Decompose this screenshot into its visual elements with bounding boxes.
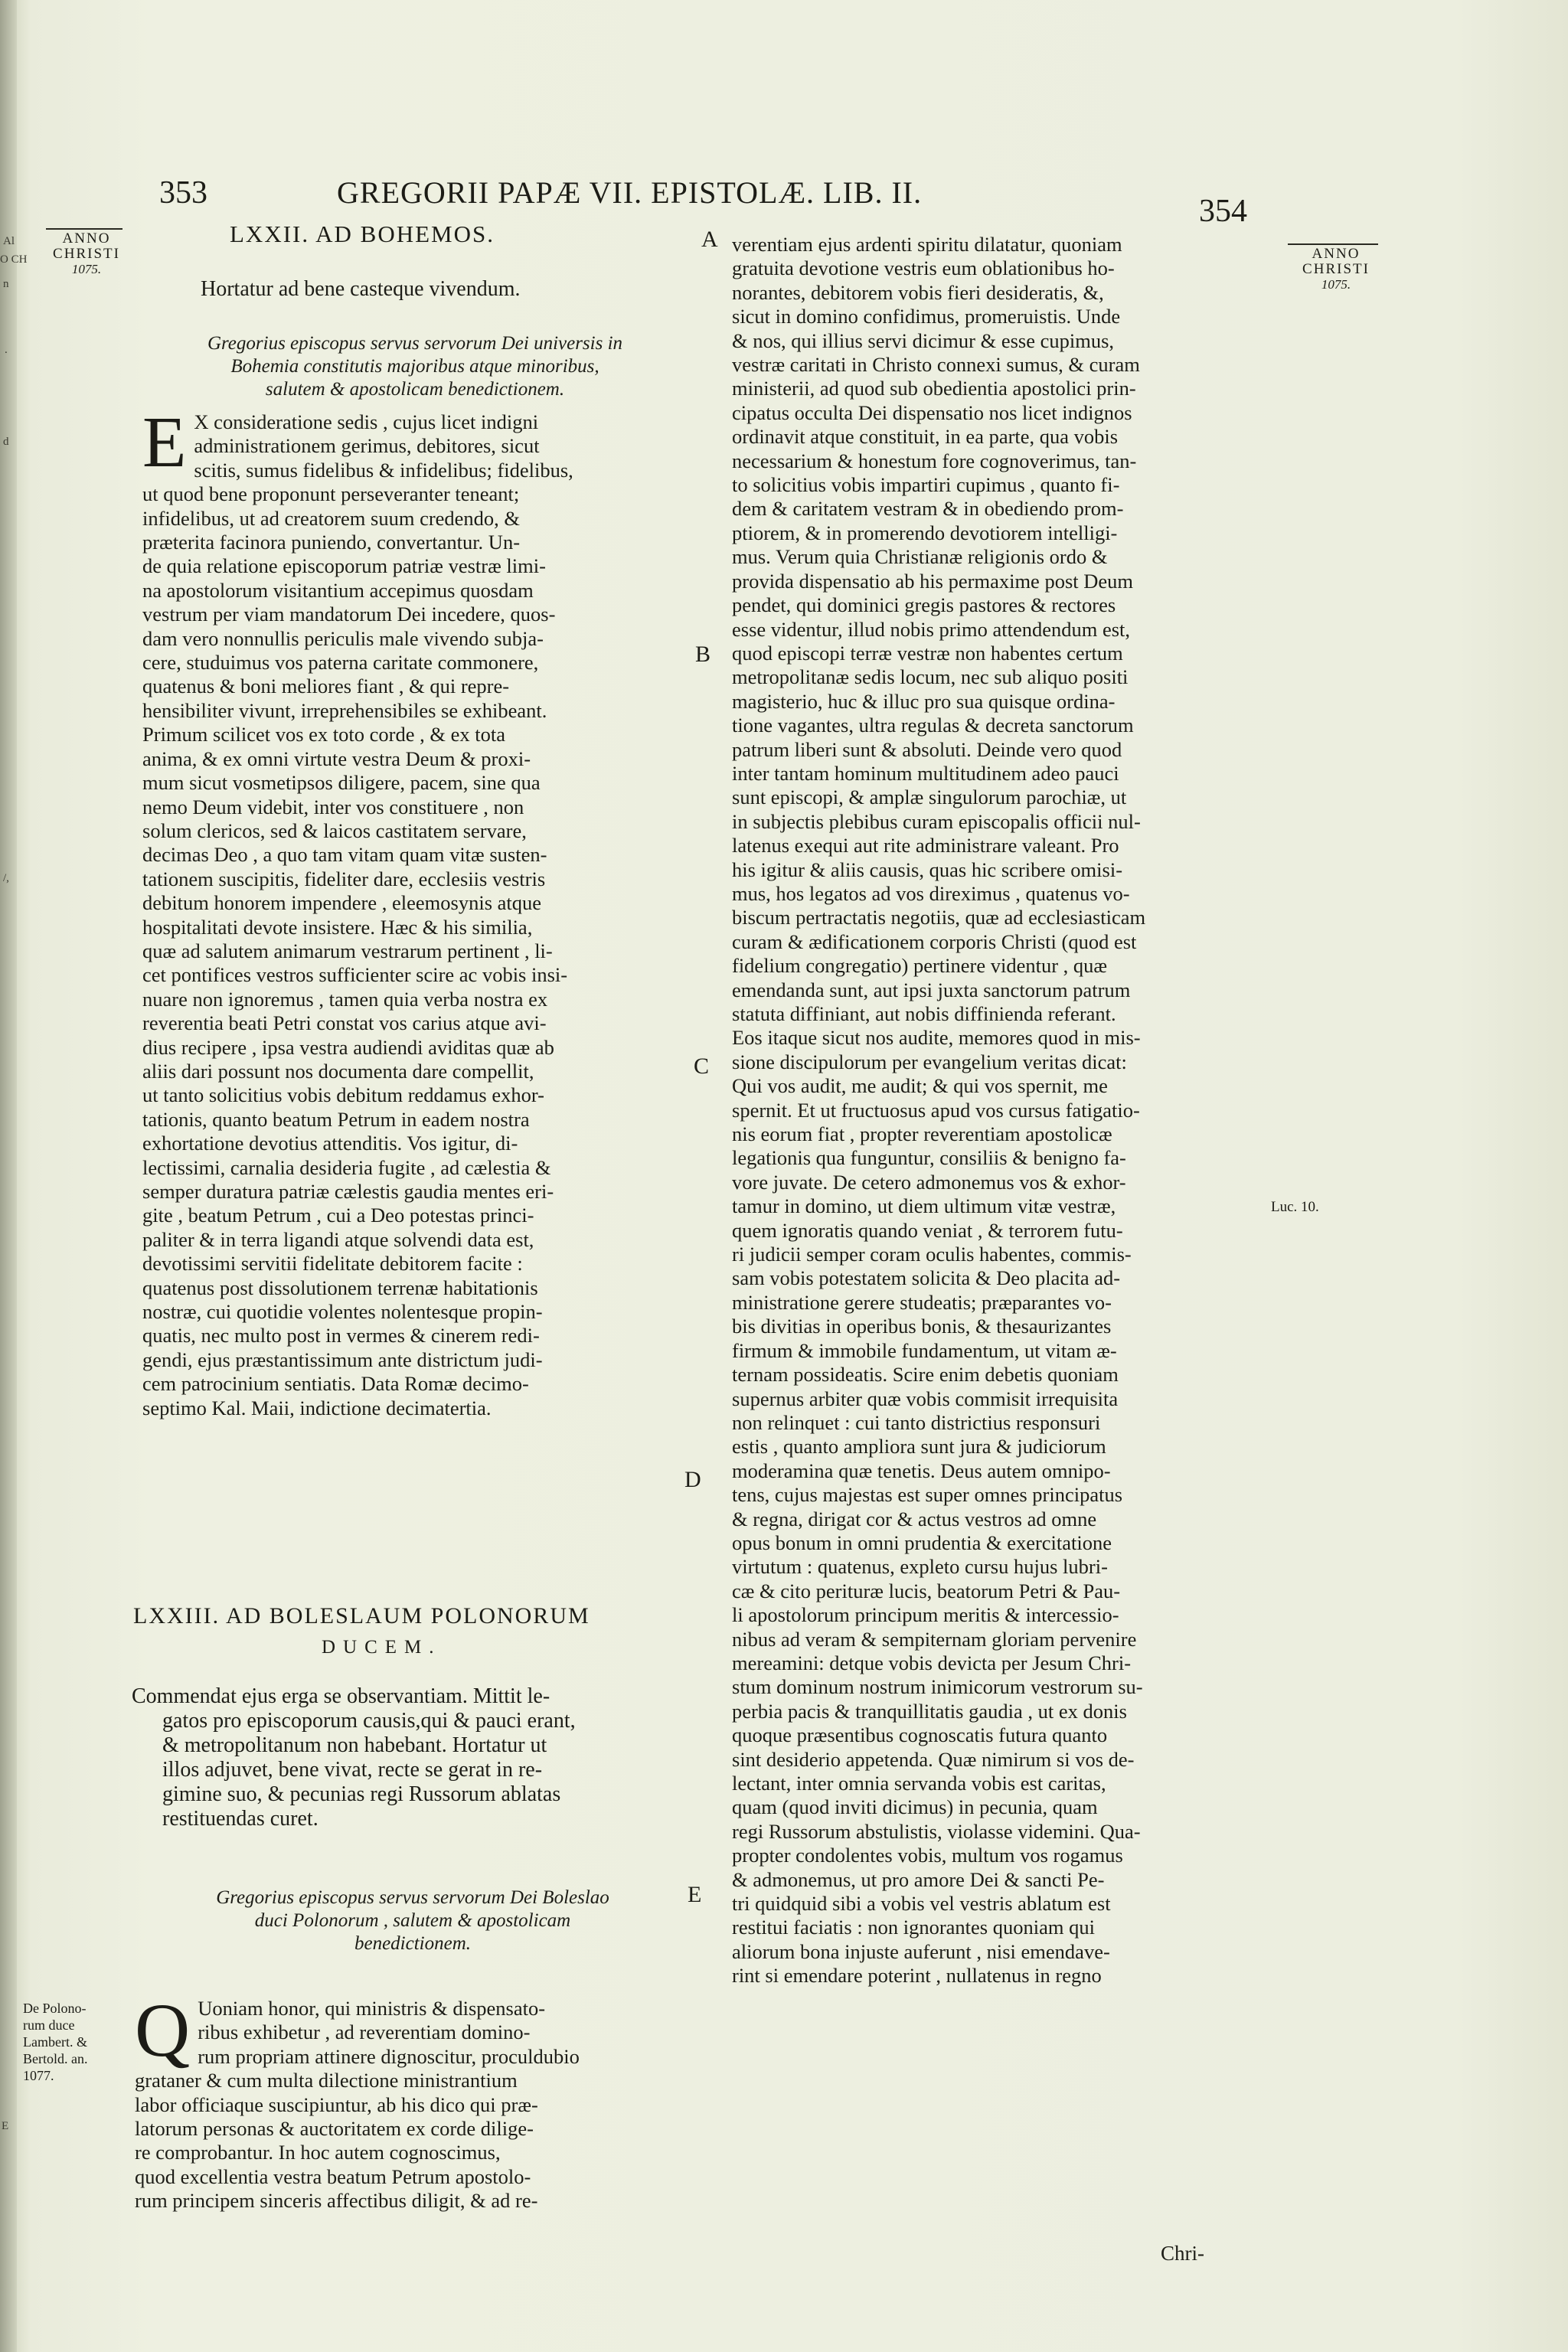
- page-number-right: 354: [1199, 194, 1247, 229]
- letter-72-heading: LXXII. AD BOHEMOS.: [230, 220, 495, 247]
- text-line: his igitur & aliis causis, quas hic scribere omisi-: [732, 858, 1123, 881]
- drop-cap: E: [142, 403, 187, 482]
- letter-72-salutation: [147, 332, 683, 401]
- page-number-left: 353: [159, 175, 207, 211]
- text-line: firmum & immobile fundamentum, ut vitam æ-: [732, 1338, 1117, 1362]
- text-line: tri quidquid sibi a vobis vel vestris ablatum est: [732, 1892, 1111, 1916]
- gutter-fragment: /,: [3, 872, 9, 884]
- text-line: administrationem gerimus, debitores, sicut: [194, 434, 540, 458]
- text-line: cere, studuimus vos paterna caritate commonere,: [142, 651, 539, 675]
- text-line: ordinavit atque constituit, in ea parte, qua vobis: [732, 425, 1119, 449]
- text-line: latorum personas & auctoritatem ex corde dilige-: [135, 2117, 534, 2141]
- text-line: nis eorum fiat , propter reverentiam apostolicæ: [732, 1122, 1112, 1146]
- gutter-fragment: Al: [3, 235, 15, 247]
- text-line: aliis dari possunt nos documenta dare compellit,: [142, 1059, 534, 1083]
- text-line: gite , beatum Petrum , cui a Deo potestas princi-: [142, 1204, 534, 1227]
- christi-label: CHRISTI: [53, 246, 120, 262]
- text-line: quem ignoratis quando veniat , & terrorem futu-: [732, 1218, 1123, 1242]
- text-line: necessarium & honestum fore cognoverimus, tan-: [732, 449, 1137, 472]
- text-line: magisterio, huc & illuc pro sua quisque ordina-: [732, 689, 1116, 713]
- letter-73-side-note: [23, 2000, 130, 2084]
- gutter-fragment: d: [3, 436, 9, 448]
- letter-73-subheading: DUCEM.: [322, 1637, 442, 1658]
- side-note-line: De Polono-: [23, 2001, 87, 2016]
- text-line: quatis, nec multo post in vermes & cinerem redi-: [142, 1324, 540, 1348]
- summary-line: gatos pro episcoporum causis,qui & pauci erant,: [162, 1709, 576, 1733]
- text-line: tens, cujus majestas est super omnes principatus: [732, 1483, 1123, 1507]
- text-line: & nos, qui illius servi dicimur & esse cupimus,: [732, 328, 1115, 352]
- text-line: Uoniam honor, qui ministris & dispensato-: [198, 1997, 546, 2020]
- marginal-reference: Luc. 10.: [1271, 1199, 1319, 1215]
- text-line: rint si emendare poterint , nullatenus in regno: [732, 1964, 1102, 1988]
- text-line: & regna, dirigat cor & actus vestros ad omne: [732, 1507, 1097, 1530]
- text-line: rum propriam attinere dignoscitur, proculdubio: [198, 2044, 580, 2068]
- right-column-body: [732, 233, 1272, 1988]
- book-gutter: [0, 0, 17, 2352]
- text-line: vestræ caritati in Christo connexi sumus, & curam: [732, 353, 1140, 377]
- text-line: mus, hos legatos ad vos direximus , quatenus vo-: [732, 881, 1130, 905]
- text-line: regi Russorum abstulistis, violasse videmini. Qua-: [732, 1819, 1141, 1843]
- text-line: nemo Deum videbit, inter vos constituere , non: [142, 795, 524, 818]
- gutter-fragment: n: [3, 278, 9, 290]
- text-line: reverentia beati Petri constat vos carius atque avi-: [142, 1011, 547, 1035]
- text-line: devotissimi servitii fidelitate debitorem facite :: [142, 1252, 523, 1276]
- text-line: dius recipere , ipsa vestra audiendi aviditas quæ ab: [142, 1035, 554, 1059]
- text-line: statuta diffiniant, aut nobis diffinienda referant.: [732, 1002, 1116, 1025]
- text-line: cæ & cito perituræ lucis, beatorum Petri & Pau-: [732, 1579, 1121, 1602]
- section-letter-e: E: [688, 1882, 702, 1907]
- side-note-line: Lambert. &: [23, 2034, 87, 2050]
- salutation-line: duci Polonorum , salutem & apostolicam: [254, 1910, 571, 1931]
- text-line: nuare non ignoremus , tamen quia verba nostra ex: [142, 987, 548, 1011]
- section-letter-a: A: [701, 227, 718, 252]
- text-line: & admonemus, ut pro amore Dei & sancti Pe-: [732, 1867, 1105, 1891]
- catchword: Chri-: [1161, 2242, 1204, 2265]
- text-line: na apostolorum visitantium accepimus quosdam: [142, 578, 534, 602]
- text-line: gendi, ejus præstantissimum ante districtum judi-: [142, 1348, 543, 1371]
- text-line: bis divitias in operibus bonis, & thesaurizantes: [732, 1315, 1112, 1338]
- text-line: verentiam ejus ardenti spiritu dilatatur, quoniam: [732, 233, 1122, 256]
- summary-line: gimine suo, & pecunias regi Russorum ablatas: [162, 1782, 561, 1806]
- text-line: gratuita devotione vestris eum oblationibus ho-: [732, 256, 1115, 280]
- text-line: perbia pacis & tranquillitatis gaudia , ut ex donis: [732, 1699, 1127, 1723]
- text-line: quam (quod inviti dicimus) in pecunia, quam: [732, 1795, 1098, 1819]
- margin-anno-right: [1286, 247, 1386, 292]
- text-line: X consideratione sedis , cujus licet indigni: [194, 410, 539, 433]
- text-line: inter tantam hominum multitudinem adeo pauci: [732, 761, 1119, 785]
- text-line: in subjectis plebibus curam episcopalis officii nul-: [732, 809, 1141, 833]
- text-line: cem patrocinium sentiatis. Data Romæ decimo-: [142, 1372, 529, 1396]
- text-line: tione vagantes, ultra regulas & decreta sanctorum: [732, 714, 1134, 737]
- text-line: infidelibus, ut ad creatorem suum credendo, &: [142, 506, 521, 530]
- text-line: ministerii, ad quod sub obedientia apostolici prin-: [732, 377, 1136, 400]
- text-line: ri judicii semper coram oculis habentes, commis-: [732, 1243, 1132, 1266]
- text-line: Primum scilicet vos ex toto corde , & ex tota: [142, 723, 505, 746]
- side-note-line: 1077.: [23, 2068, 54, 2083]
- letter-72-summary: Hortatur ad bene casteque vivendum.: [201, 277, 521, 301]
- text-line: quod excellentia vestra beatum Petrum apostolo-: [135, 2164, 531, 2188]
- text-line: mus. Verum quia Christianæ religionis ordo &: [732, 545, 1108, 569]
- text-line: emendanda sunt, aut ipsi juxta sanctorum patrum: [732, 978, 1131, 1001]
- text-line: ut tanto solicitius vobis debitum reddamus exhor-: [142, 1083, 544, 1107]
- text-line: ternam possideatis. Scire enim debetis quoniam: [732, 1363, 1119, 1387]
- section-letter-c: C: [694, 1054, 710, 1079]
- text-line: quatenus & boni meliores fiant , & qui repre-: [142, 675, 510, 698]
- salutation-line: Gregorius episcopus servus servorum Dei Boleslao: [216, 1887, 609, 1908]
- anno-label: ANNO: [1312, 246, 1361, 262]
- text-line: li apostolorum principum meritis & intercessio-: [732, 1603, 1119, 1627]
- text-line: quoque præsentibus cognoscatis futura quanto: [732, 1723, 1108, 1747]
- text-line: latenus exequi aut rite administrare valeant. Pro: [732, 834, 1119, 858]
- text-line: norantes, debitorem vobis fieri desideratis, &,: [732, 280, 1104, 304]
- right-column-text: [732, 233, 1272, 1988]
- text-line: mum sicut vosmetipsos diligere, pacem, sine qua: [142, 771, 541, 795]
- text-line: supernus arbiter quæ vobis commisit irrequisita: [732, 1387, 1119, 1410]
- letter-73-heading: LXXIII. AD BOLESLAUM POLONORUM: [133, 1603, 590, 1628]
- text-line: septimo Kal. Maii, indictione decimatertia.: [142, 1396, 492, 1419]
- letter-73-summary: [132, 1684, 674, 1831]
- text-line: Eos itaque sicut nos audite, memores quod in mis-: [732, 1026, 1141, 1050]
- text-line: lectissimi, carnalia desideria fugite , ad cælestia &: [142, 1155, 551, 1179]
- section-letter-d: D: [684, 1467, 701, 1492]
- text-line: legationis qua funguntur, consiliis & benigno fa-: [732, 1146, 1126, 1170]
- text-line: restitui faciatis : non ignorantes quoniam qui: [732, 1916, 1095, 1939]
- text-line: sione discipulorum per evangelium veritas dicat:: [732, 1050, 1127, 1073]
- text-line: tationem suscipitis, fideliter dare, ecclesiis vestris: [142, 867, 546, 890]
- text-line: stum dominum nostrum inimicorum vestrorum su-: [732, 1675, 1143, 1699]
- text-line: exhortatione devotius attenditis. Vos igitur, di-: [142, 1132, 518, 1155]
- text-line: nostræ, cui quotidie volentes nolentesque propin-: [142, 1300, 543, 1324]
- text-line: vestrum per viam mandatorum Dei incedere, quos-: [142, 603, 556, 626]
- text-line: propter condolentes vobis, multum vos rogamus: [732, 1844, 1123, 1867]
- text-line: sam vobis potestatem solicita & Deo placita ad-: [732, 1266, 1121, 1290]
- text-line: hensibiliter vivunt, irreprehensibiles se exhibeant.: [142, 698, 547, 722]
- text-line: vore juvate. De cetero admonemus vos & exhor-: [732, 1170, 1126, 1194]
- text-line: pendet, qui dominici gregis pastores & rectores: [732, 593, 1116, 617]
- gutter-fragment: .: [5, 344, 8, 356]
- anno-label: ANNO: [62, 230, 111, 247]
- text-line: estis , quanto ampliora sunt jura & judiciorum: [732, 1435, 1106, 1459]
- summary-line: illos adjuvet, bene vivat, recte se gerat in re-: [162, 1758, 543, 1782]
- letter-73-salutation: [142, 1886, 683, 1955]
- text-line: virtutum : quatenus, expleto cursu hujus lubri-: [732, 1555, 1108, 1579]
- text-line: scitis, sumus fidelibus & infidelibus; fidelibus,: [194, 458, 573, 482]
- salutation-line: benedictionem.: [354, 1933, 472, 1954]
- text-line: quatenus post dissolutionem terrenæ habitationis: [142, 1276, 538, 1299]
- text-line: cet pontifices vestros sufficienter scire ac vobis insi-: [142, 963, 568, 987]
- text-line: rum principem sinceris affectibus diligit, & ad re-: [135, 2189, 538, 2213]
- margin-rule: [1288, 243, 1378, 245]
- salutation-line: Bohemia constitutis majoribus atque minoribus,: [230, 356, 599, 377]
- text-line: tamur in domino, ut diem ultimum vitæ vestræ,: [732, 1194, 1116, 1218]
- text-line: hospitalitati devote insistere. Hæc & his similia,: [142, 915, 533, 939]
- text-line: de quia relatione episcoporum patriæ vestræ limi-: [142, 554, 546, 578]
- letter-72-body: [142, 403, 683, 1420]
- summary-line: Commendat ejus erga se observantiam. Mittit le-: [132, 1684, 550, 1708]
- text-line: patrum liberi sunt & absoluti. Deinde vero quod: [732, 737, 1122, 761]
- text-line: sint desiderio appetenda. Quæ nimirum si vos de-: [732, 1747, 1135, 1771]
- text-line: metropolitanæ sedis locum, nec sub aliquo positi: [732, 665, 1129, 689]
- letter-73-body: [135, 1988, 683, 2213]
- text-line: Qui vos audit, me audit; & qui vos spernit, me: [732, 1074, 1108, 1098]
- summary-line: & metropolitanum non habebant. Hortatur ut: [162, 1733, 547, 1757]
- text-line: non relinquet : cui tanto districtius responsuri: [732, 1410, 1101, 1434]
- text-line: quæ ad salutem animarum vestrarum pertinent , li-: [142, 939, 553, 962]
- text-line: biscum pertractatis negotiis, quæ ad ecclesiasticam: [732, 906, 1146, 929]
- text-line: paliter & in terra ligandi atque solvendi data est,: [142, 1227, 534, 1251]
- text-line: aliorum bona injuste auferunt , nisi emendave-: [732, 1939, 1110, 1963]
- salutation-line: Gregorius episcopus servus servorum Dei universis in: [207, 333, 623, 354]
- running-title: GREGORII PAPÆ VII. EPISTOLÆ. LIB. II.: [337, 175, 923, 210]
- text-line: esse videntur, illud nobis primo attendendum est,: [732, 617, 1131, 641]
- margin-anno-left: [44, 231, 129, 277]
- letter-72-text: [142, 403, 683, 1420]
- text-line: mereamini: detque vobis devicta per Jesum Chri-: [732, 1651, 1132, 1674]
- text-line: ministratione gerere studeatis; præparantes vo-: [732, 1290, 1112, 1314]
- text-line: anima, & ex omni virtute vestra Deum & proxi-: [142, 746, 531, 770]
- salutation-line: salutem & apostolicam benedictionem.: [265, 379, 565, 400]
- text-line: moderamina quæ tenetis. Deus autem omnipo-: [732, 1459, 1111, 1482]
- text-line: nibus ad veram & sempiternam gloriam pervenire: [732, 1627, 1137, 1651]
- text-line: cipatus occulta Dei dispensatio nos licet indignos: [732, 400, 1132, 424]
- text-line: solum clericos, sed & laicos castitatem servare,: [142, 818, 527, 842]
- text-line: opus bonum in omni prudentia & exercitatione: [732, 1530, 1112, 1554]
- summary-line: restituendas curet.: [162, 1807, 318, 1831]
- text-line: sicut in domino confidimus, promeruistis. Unde: [732, 305, 1121, 328]
- letter-73-text: [135, 1988, 683, 2213]
- text-line: debitum honorem impendere , eleemosynis atque: [142, 891, 542, 915]
- text-line: curam & ædificationem corporis Christi (quod est: [732, 929, 1137, 953]
- anno-year: 1075.: [1321, 277, 1351, 292]
- text-line: dam vero nonnullis periculis male vivendo subja-: [142, 626, 544, 650]
- text-line: ribus exhibetur , ad reverentiam domino-: [198, 2020, 531, 2044]
- gutter-fragment: E: [2, 2120, 9, 2132]
- text-line: fidelium congregatio) pertinere videntur , quæ: [732, 954, 1108, 978]
- side-note-line: Bertold. an.: [23, 2051, 88, 2066]
- text-line: to solicitius vobis impartiri cupimus , quanto fi-: [732, 473, 1120, 497]
- text-line: re comprobantur. In hoc autem cognoscimus,: [135, 2141, 501, 2164]
- text-line: spernit. Et ut fructuosus apud vos cursus fatigatio-: [732, 1098, 1140, 1122]
- text-line: labor officiaque suscipiuntur, ab his dico qui præ-: [135, 2092, 538, 2116]
- christi-label: CHRISTI: [1302, 261, 1370, 277]
- section-letter-b: B: [695, 642, 711, 667]
- text-line: tationis, quanto beatum Petrum in eadem nostra: [142, 1107, 530, 1131]
- drop-cap: Q: [135, 1988, 191, 2073]
- text-line: grataner & cum multa dilectione ministrantium: [135, 2069, 518, 2092]
- text-line: præterita facinora puniendo, convertantur. Un-: [142, 531, 521, 554]
- text-line: ut quod bene proponunt perseveranter teneant;: [142, 482, 520, 506]
- side-note-line: rum duce: [23, 2017, 75, 2033]
- text-line: semper duratura patriæ cælestis gaudia mentes eri-: [142, 1180, 554, 1203]
- anno-year: 1075.: [71, 262, 102, 276]
- gutter-fragment: O CH: [0, 253, 28, 266]
- text-line: quod episcopi terræ vestræ non habentes certum: [732, 641, 1123, 665]
- text-line: dem & caritatem vestram & in obediendo prom-: [732, 497, 1124, 521]
- margin-rule: [46, 228, 122, 230]
- text-line: ptiorem, & in promerendo devotiorem intelligi-: [732, 521, 1118, 544]
- text-line: sunt episcopi, & amplæ singulorum parochiæ, ut: [732, 786, 1127, 809]
- text-line: provida dispensatio ab his permaxime post Deum: [732, 569, 1134, 593]
- text-line: lectant, inter omnia servanda vobis est caritas,: [732, 1772, 1106, 1795]
- text-line: decimas Deo , a quo tam vitam quam vitæ susten-: [142, 843, 547, 867]
